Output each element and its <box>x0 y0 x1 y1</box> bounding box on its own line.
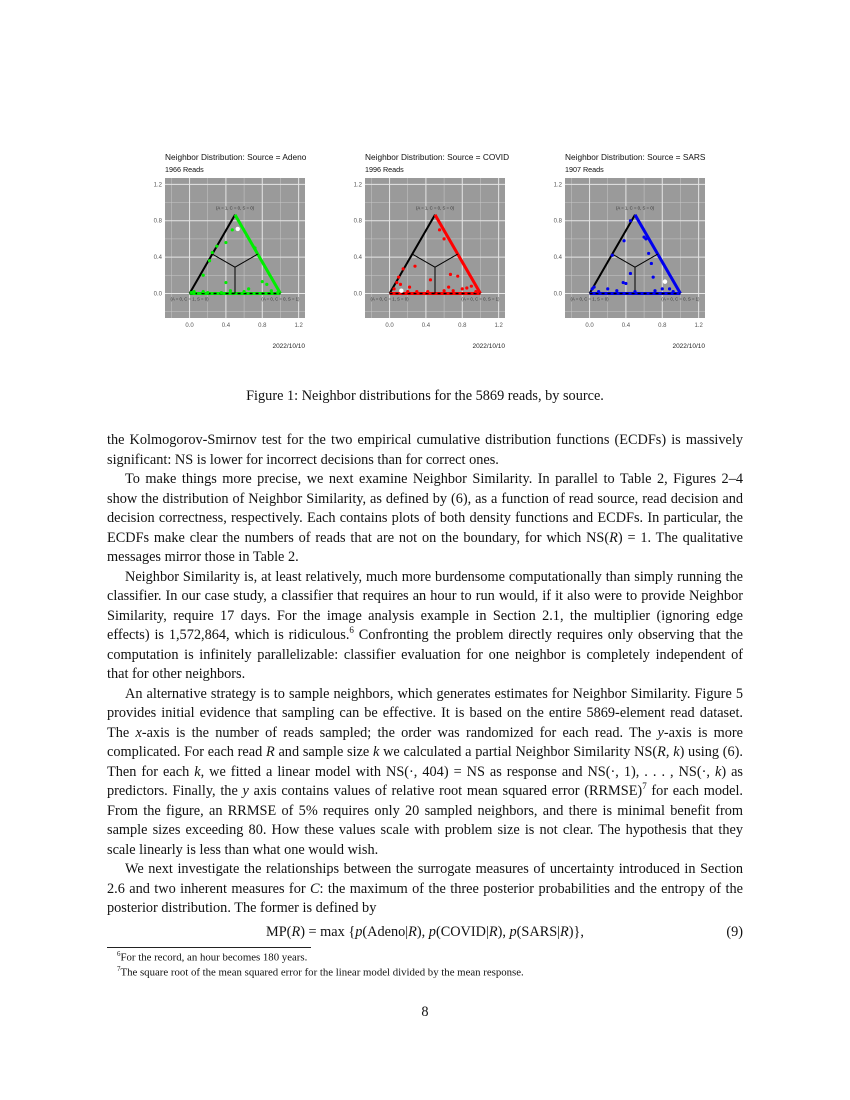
y-tick-label: 0.8 <box>153 218 162 225</box>
paragraph <box>107 860 743 919</box>
chart-date: 2022/10/10 <box>472 343 505 350</box>
data-point <box>611 254 614 257</box>
chart-title: Neighbor Distribution: Source = COVID <box>365 152 510 162</box>
data-point <box>429 278 432 281</box>
text-run: MP( <box>266 924 292 940</box>
data-point <box>644 237 647 240</box>
data-point <box>406 290 409 293</box>
text-run: ) using (6). Then for each <box>107 744 744 780</box>
equation-body <box>107 924 743 941</box>
x-tick-label: 0.4 <box>621 323 631 329</box>
data-point <box>461 287 464 290</box>
x-tick-label: 1.2 <box>294 323 303 329</box>
text-run: To make things more precise, we next examine Neighbor Similarity. In parallel to Table 2, Figures 2–4 show the distribution of Neighbor Similarity, as defined by (6), as a function of read source, read decision and decision correctness, respectively. Each contains plots of both density functions and ECDFs. In particular, the ECDFs make clear the numbers of reads that are not on the boundary, for which NS( <box>107 471 743 546</box>
data-point <box>633 290 636 293</box>
data-point <box>202 274 205 277</box>
ternary-plot <box>150 145 350 355</box>
math-symbol: C <box>310 880 320 897</box>
chart-date: 2022/10/10 <box>672 343 705 350</box>
x-tick-label: 0.4 <box>421 323 431 329</box>
text-run: -axis is more complicated. For each read <box>107 724 744 760</box>
text-run: for each model. From the figure, an RRMSE of 5% requires only 20 sampled neighbors, and there is minimal benefit from sample sizes exceeding 80. How these values scale with problem size is not clear. The hypothesis that they scale linearly is less than what one would wish. <box>107 783 744 858</box>
vertex-label: (A = 0, C = 1, S = 0) <box>370 296 409 302</box>
y-tick-label: 0.8 <box>553 218 562 225</box>
x-tick-label: 0.8 <box>458 323 467 329</box>
math-symbol: p <box>509 924 517 940</box>
data-point <box>197 292 200 295</box>
data-point <box>276 291 279 294</box>
data-point <box>190 291 193 294</box>
x-tick-label: 0.0 <box>185 323 194 329</box>
math-symbol: R, k <box>657 744 680 760</box>
chart-date: 2022/10/10 <box>272 343 305 350</box>
page-number: 8 <box>421 1004 429 1020</box>
footnote-text: For the record, an hour becomes 180 years. <box>120 951 308 964</box>
y-tick-label: 0.4 <box>353 255 362 262</box>
chart-panel-adeno <box>150 145 350 355</box>
footnote-ref: 7 <box>642 781 647 792</box>
footnote-6 <box>117 950 307 964</box>
math-symbol: k <box>373 744 380 760</box>
text-run: and sample size <box>274 744 374 760</box>
data-point <box>647 252 650 255</box>
footnote-mark: 7 <box>117 965 121 973</box>
math-symbol: p <box>355 924 363 940</box>
math-symbol: x <box>135 724 142 741</box>
data-point <box>247 287 250 290</box>
text-run: ) = max { <box>300 924 356 940</box>
chart-subtitle: 1996 Reads <box>365 165 404 174</box>
ternary-plot <box>550 145 750 355</box>
chart-subtitle: 1907 Reads <box>565 165 604 174</box>
math-symbol: k <box>714 763 722 780</box>
y-tick-label: 1.2 <box>353 182 362 189</box>
vertex-label: (A = 0, C = 1, S = 0) <box>570 296 609 302</box>
math-symbol: y <box>657 724 664 741</box>
y-tick-label: 0.8 <box>353 218 362 225</box>
data-point <box>624 282 627 285</box>
data-point <box>408 285 411 288</box>
text-run: Neighbor Similarity is, at least relatively, much more burdensome computationally than simply running the classifier. In our case study, a classifier that requires an hour to run would, if it also were to provide Neighbor Similarity, require 17 days. For the image analysis example in Section 2.1, the multiplier (ignoring edge effects) is 1,572,864, which is ridiculous. <box>107 568 743 643</box>
data-point <box>622 281 625 284</box>
data-point <box>592 285 595 288</box>
data-point <box>402 267 405 270</box>
vertex-label: (A = 0, C = 0, S = 1) <box>461 296 500 302</box>
y-tick-label: 0.4 <box>553 255 562 262</box>
text-run: We next investigate the relationships between the surrogate measures of uncertainty introduced in Section 2.6 and two inherent measures for <box>107 861 743 897</box>
text-run: Confronting the problem directly requires only observing that the computation is infinitely parallelizable: classifier evaluation for one neighbor is completely independent of that for other neighbors. <box>107 627 744 682</box>
text-run: (SARS| <box>516 924 561 940</box>
x-tick-label: 1.2 <box>494 323 503 329</box>
vertex-label: (A = 0, C = 0, S = 1) <box>661 296 700 302</box>
data-point <box>231 228 234 231</box>
math-symbol: R <box>560 924 569 940</box>
x-tick-label: 0.8 <box>658 323 667 329</box>
x-tick-label: 1.2 <box>694 323 703 329</box>
text-run: (COVID| <box>435 924 489 940</box>
data-point <box>629 219 632 222</box>
data-point <box>442 237 445 240</box>
data-point <box>224 281 227 284</box>
footnote-rule <box>107 947 311 948</box>
x-tick-label: 0.8 <box>258 323 267 329</box>
data-point <box>192 290 195 293</box>
text-run: )}, <box>568 924 584 940</box>
math-symbol: R <box>266 744 275 760</box>
data-point <box>215 245 218 248</box>
paragraph <box>107 431 743 470</box>
y-tick-label: 0.0 <box>553 291 562 298</box>
data-point <box>206 291 209 294</box>
vertex-label: (A = 0, C = 1, S = 0) <box>170 296 209 302</box>
y-tick-label: 1.2 <box>553 182 562 189</box>
x-tick-label: 0.0 <box>385 323 394 329</box>
data-point <box>442 289 445 292</box>
math-symbol: R <box>291 924 301 940</box>
data-point <box>265 283 268 286</box>
data-point <box>242 290 245 293</box>
x-tick-label: 0.4 <box>221 323 231 329</box>
data-point <box>668 287 671 290</box>
data-point <box>202 290 205 293</box>
paragraph <box>107 685 743 861</box>
data-point <box>220 291 223 294</box>
y-tick-label: 0.4 <box>153 255 162 262</box>
paragraph <box>107 568 743 685</box>
ternary-plot <box>350 145 550 355</box>
data-point <box>650 262 653 265</box>
data-point <box>208 259 211 262</box>
data-point <box>438 228 441 231</box>
data-point <box>456 275 459 278</box>
data-point <box>622 239 625 242</box>
data-point <box>449 273 452 276</box>
y-tick-label: 0.0 <box>153 291 162 298</box>
figure-caption: Figure 1: Neighbor distributions for the 5869 reads, by source. <box>246 388 604 404</box>
data-point <box>652 275 655 278</box>
math-symbol: k <box>194 763 201 780</box>
text-run: ) as predictors. Finally, the <box>107 763 743 799</box>
y-tick-label: 0.0 <box>353 291 362 298</box>
data-point <box>661 287 664 290</box>
data-point <box>426 290 429 293</box>
equation-number: (9) <box>726 924 743 940</box>
text-run: ) = 1. The qualitative messages mirror those in Table 2. <box>107 529 743 565</box>
data-point <box>413 265 416 268</box>
data-point <box>653 289 656 292</box>
math-symbol: y <box>242 783 249 799</box>
footnote-text: The square root of the mean squared error for the linear model divided by the mean response. <box>120 966 524 979</box>
data-point <box>211 251 214 254</box>
data-point <box>470 285 473 288</box>
math-symbol: p <box>428 924 436 940</box>
chart-title: Neighbor Distribution: Source = SARS <box>565 152 706 162</box>
footnote-7 <box>117 965 524 979</box>
highlight-point <box>236 227 240 231</box>
data-point <box>629 272 632 275</box>
data-point <box>229 289 232 292</box>
text-run: we calculated a partial Neighbor Similarity NS( <box>379 744 658 760</box>
math-symbol: R <box>488 924 498 940</box>
data-point <box>597 290 600 293</box>
x-tick-label: 0.0 <box>585 323 594 329</box>
chart-panel-covid <box>350 145 550 355</box>
data-point <box>261 280 264 283</box>
chart-panel-sars <box>550 145 750 355</box>
data-point <box>270 289 273 292</box>
math-symbol: R <box>408 924 417 940</box>
data-point <box>672 290 675 293</box>
data-point <box>253 246 256 249</box>
text-run: axis contains values of relative root mean squared error (RRMSE) <box>248 783 643 799</box>
text-run: (Adeno| <box>362 924 409 940</box>
data-point <box>474 290 477 293</box>
body-text <box>107 431 743 919</box>
vertex-label: (A = 0, C = 0, S = 1) <box>261 296 300 302</box>
math-symbol: R <box>609 529 618 546</box>
data-point <box>615 289 618 292</box>
chart-subtitle: 1966 Reads <box>165 165 204 174</box>
data-point <box>224 241 227 244</box>
data-point <box>452 289 455 292</box>
paragraph <box>107 470 743 568</box>
data-point <box>415 290 418 293</box>
text-run: -axis is the number of reads sampled; the order was randomized for each read. The <box>141 724 658 741</box>
text-run: An alternative strategy is to sample neighbors, which generates estimates for Neighbor Similarity. Figure 5 provides initial evidence that sampling can be effective. It is based on the entire 5869-element read dataset. The <box>107 685 743 741</box>
chart-title: Neighbor Distribution: Source = Adeno <box>165 152 307 162</box>
text-run: the Kolmogorov-Smirnov test for the two empirical cumulative distribution functions (ECDFs) is massively significant: NS is lower for incorrect decisions than for correct ones. <box>107 432 743 468</box>
vertex-label: (A = 1, C = 0, S = 0) <box>615 205 655 211</box>
text-run: ), <box>497 924 510 940</box>
data-point <box>397 275 400 278</box>
data-point <box>395 281 398 284</box>
vertex-label: (A = 1, C = 0, S = 0) <box>415 205 455 211</box>
text-run: , we fitted a linear model with NS(·, 404) = NS as response and NS(·, 1), . . . , NS(·, <box>200 763 715 780</box>
data-point <box>399 283 402 286</box>
text-run: : the maximum of the three posterior probabilities and the entropy of the posterior distribution. The former is defined by <box>107 880 743 916</box>
data-point <box>465 286 468 289</box>
highlight-point <box>399 289 403 293</box>
highlight-point <box>663 279 667 283</box>
text-run: ), <box>416 924 429 940</box>
data-point <box>392 287 395 290</box>
data-point <box>447 285 450 288</box>
vertex-label: (A = 1, C = 0, S = 0) <box>215 205 255 211</box>
data-point <box>606 287 609 290</box>
y-tick-label: 1.2 <box>153 182 162 189</box>
footnote-ref: 6 <box>349 625 354 636</box>
footnote-mark: 6 <box>117 950 121 958</box>
